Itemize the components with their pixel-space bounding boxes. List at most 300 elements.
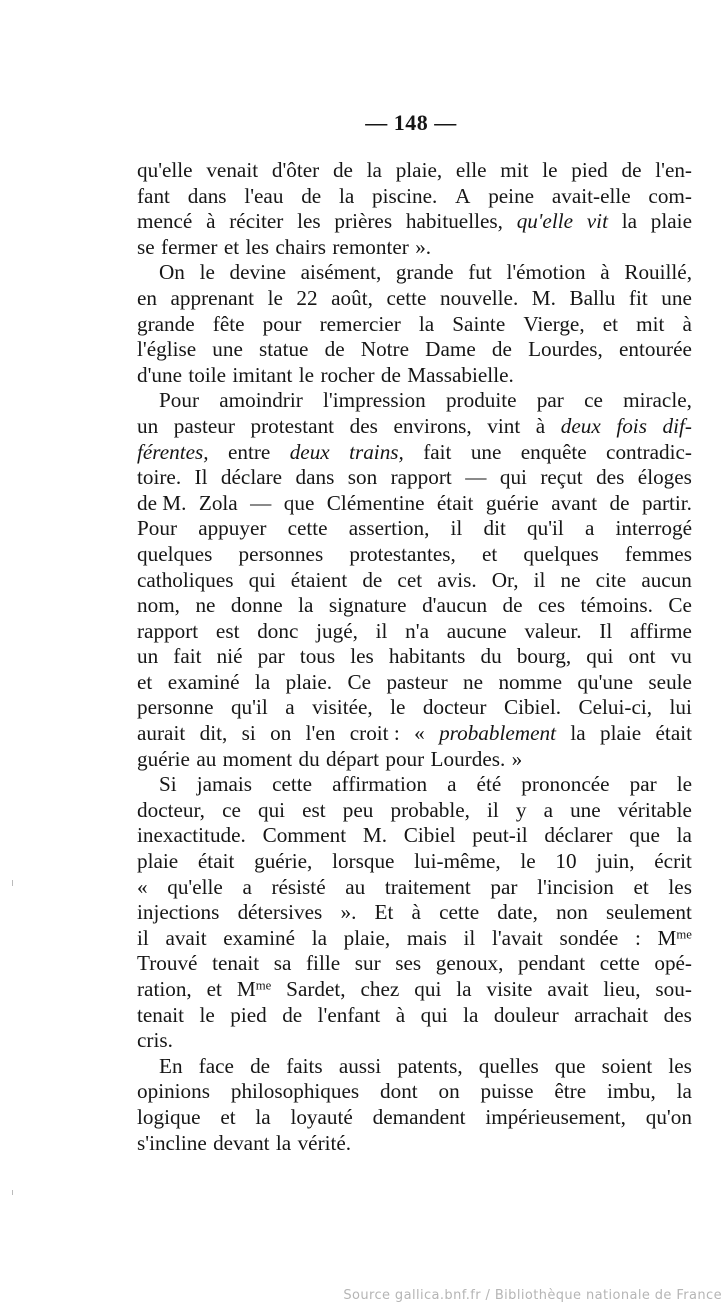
word: Cibiel.: [503, 695, 562, 720]
word: à: [600, 260, 610, 285]
word: a: [285, 695, 295, 720]
word: 22: [296, 285, 318, 310]
word: il: [533, 567, 546, 592]
word: réciter: [229, 209, 284, 234]
word: y: [515, 797, 527, 822]
word: probablement: [439, 721, 556, 746]
word: patents,: [397, 1053, 463, 1078]
word: par: [490, 874, 518, 899]
word: qu'il: [527, 516, 564, 541]
text-line: [137, 593, 692, 619]
word: qu'il: [230, 695, 268, 720]
text-line: [137, 1028, 692, 1054]
word: de M.: [137, 490, 187, 515]
word: ce: [584, 388, 603, 413]
word: pasteur: [173, 413, 235, 438]
word: les: [297, 209, 321, 234]
word: guérie: [137, 746, 190, 771]
word: par: [536, 388, 564, 413]
word: dans: [295, 465, 335, 490]
word: écrit: [654, 849, 692, 874]
word: femmes: [624, 541, 692, 566]
word: protestantes,: [349, 541, 456, 566]
source-credit: Source gallica.bnf.fr / Bibliothèque nationale de France: [343, 1288, 722, 1303]
word: sondée: [559, 925, 619, 950]
word: miracle,: [623, 388, 692, 413]
word: de: [502, 593, 523, 618]
word: donc: [257, 618, 299, 643]
word: qu'elle: [516, 209, 574, 234]
word: Comment: [262, 823, 347, 848]
word: que: [629, 823, 660, 848]
word: trains,: [349, 439, 404, 464]
word: l'en-: [655, 158, 692, 182]
word: fille: [306, 951, 341, 976]
word: lieu,: [603, 977, 641, 1001]
word: opé-: [654, 951, 692, 976]
word: de: [332, 158, 353, 182]
word: le: [542, 158, 558, 182]
word: la: [338, 183, 355, 208]
word: les: [350, 644, 374, 669]
word: était: [197, 849, 235, 874]
text-line: [137, 235, 692, 261]
word: de: [250, 1053, 271, 1078]
word: a: [543, 797, 553, 822]
word: aisément,: [300, 260, 382, 285]
word: détersives: [237, 900, 323, 925]
word: protestant: [250, 413, 335, 438]
word: 10: [555, 849, 577, 874]
word: soient: [601, 1053, 653, 1078]
word: partir.: [641, 490, 692, 515]
word: la: [275, 1130, 292, 1155]
word: «: [414, 721, 425, 746]
word: une: [661, 285, 692, 310]
word: Pour: [159, 388, 200, 413]
word: lorsque: [332, 849, 395, 874]
word: affirme: [629, 618, 692, 643]
word: Notre: [360, 337, 410, 362]
word: plaie.: [285, 669, 333, 694]
text-line: [137, 951, 692, 977]
word: son: [347, 465, 378, 490]
word: tenait: [137, 1002, 185, 1027]
text-line: [137, 1079, 692, 1105]
word: qui: [499, 465, 527, 490]
text-line: [137, 1131, 692, 1157]
text-line: [137, 1054, 692, 1080]
text-line: [137, 388, 692, 414]
word: ses: [395, 951, 422, 976]
text-line: [137, 209, 692, 235]
word: dif-: [662, 413, 692, 438]
word: du: [480, 644, 502, 669]
word: l'incision: [537, 874, 614, 899]
text-line: [137, 823, 692, 849]
text-line: [137, 184, 692, 210]
text-line: [137, 644, 692, 670]
word: quelles: [478, 1053, 539, 1078]
word: qui: [420, 1002, 448, 1027]
word: par: [629, 772, 657, 797]
word: fait: [173, 644, 202, 669]
word: il: [450, 516, 463, 541]
word: plaie,: [395, 158, 443, 182]
word: sa: [273, 951, 292, 976]
word: il: [137, 925, 149, 950]
word: »: [511, 746, 523, 771]
word: plaie: [650, 209, 692, 234]
word: août,: [331, 285, 373, 310]
word: seulement: [606, 900, 692, 925]
word: cette: [386, 285, 427, 310]
text-line: [137, 158, 692, 184]
word: du: [298, 746, 320, 771]
word: plaie,: [343, 925, 391, 950]
word: qu'une: [577, 669, 634, 694]
word: cette: [272, 772, 313, 797]
word: $M^{me}$: [657, 925, 692, 950]
word: examiné: [167, 669, 240, 694]
text-line: [137, 568, 692, 594]
word: été: [476, 772, 502, 797]
word: prononcée: [521, 772, 610, 797]
word: seule: [648, 669, 692, 694]
word: opinions: [137, 1079, 210, 1104]
word: rapport: [137, 618, 199, 643]
word: à: [395, 1002, 406, 1027]
word: venait: [206, 158, 259, 182]
word: traitement: [384, 874, 471, 899]
word: la: [255, 1104, 271, 1129]
word: avait: [547, 977, 589, 1001]
word: appuyer: [198, 516, 267, 541]
word: des: [349, 413, 378, 438]
word: départ: [326, 746, 379, 771]
word: imbu,: [606, 1079, 656, 1104]
text-line: [137, 286, 692, 312]
word: un: [137, 413, 159, 438]
word: n'a: [405, 618, 429, 643]
word: les: [668, 874, 692, 899]
word: injections: [137, 900, 220, 925]
word: on: [270, 721, 292, 746]
word: Il: [599, 618, 613, 643]
word: interrogé: [615, 516, 692, 541]
word: ne: [195, 593, 216, 618]
margin-mark: [12, 880, 13, 886]
word: que: [554, 1053, 586, 1078]
word: devant: [213, 1130, 270, 1155]
word: la: [463, 1002, 479, 1027]
word: la: [456, 977, 472, 1001]
word: douleur: [493, 1002, 559, 1027]
word: et: [206, 977, 222, 1001]
word: face: [198, 1053, 234, 1078]
word: un: [137, 644, 159, 669]
word: Ce: [668, 593, 692, 618]
word: l'église: [137, 337, 197, 362]
text-line: [137, 670, 692, 696]
text-line: [137, 798, 692, 824]
word: si: [241, 721, 256, 746]
word: fut: [468, 260, 492, 285]
word: vu: [670, 644, 692, 669]
word: mencé: [137, 209, 193, 234]
word: la: [311, 925, 328, 950]
word: Pour: [137, 516, 178, 541]
word: étaient: [290, 567, 348, 592]
word: croit :: [349, 721, 400, 746]
text-line: [137, 491, 692, 517]
word: témoins.: [580, 593, 653, 618]
word: remercier: [319, 311, 401, 336]
word: le: [298, 362, 315, 387]
word: mais: [406, 925, 447, 950]
word: la: [621, 209, 638, 234]
word: genoux,: [435, 951, 504, 976]
word: Lourdes,: [528, 337, 603, 362]
word: chez: [360, 977, 400, 1001]
word: elle: [455, 158, 487, 182]
word: qui: [414, 977, 442, 1001]
word: signature: [328, 593, 407, 618]
body-text: [137, 158, 692, 1156]
word: reçut: [540, 465, 583, 490]
word: férentes,: [137, 439, 209, 464]
word: toile: [188, 362, 227, 387]
word: $M^{me}$: [236, 977, 272, 1001]
word: au: [196, 746, 217, 771]
word: contradic-: [606, 439, 692, 464]
word: les: [245, 234, 270, 259]
word: grande: [395, 260, 454, 285]
word: impérieusement,: [485, 1104, 626, 1129]
word: fermer: [161, 234, 218, 259]
word: était: [436, 490, 474, 515]
word: Dame: [425, 337, 476, 362]
word: Sardet,: [286, 977, 346, 1001]
word: M.: [362, 823, 388, 848]
word: nouvelle.: [439, 285, 519, 310]
word: et: [481, 541, 498, 566]
text-line: [137, 900, 692, 926]
page-number: — 148 —: [365, 110, 457, 135]
word: pied: [571, 158, 608, 182]
word: des: [663, 1002, 692, 1027]
word: avant: [551, 490, 598, 515]
word: l'impression: [323, 388, 426, 413]
word: com-: [648, 183, 692, 208]
word: déclarer: [544, 823, 613, 848]
word: plaie: [137, 849, 179, 874]
word: plaie: [599, 721, 642, 746]
word: :: [634, 925, 641, 950]
word: non: [556, 900, 588, 925]
word: produite: [445, 388, 517, 413]
word: véritable: [617, 797, 692, 822]
word: qu'elle: [137, 158, 193, 182]
word: des: [596, 465, 625, 490]
word: Zola: [198, 490, 238, 515]
text-line: [137, 1105, 692, 1131]
word: a: [584, 516, 595, 541]
word: Trouvé: [137, 951, 198, 976]
text-line: [137, 721, 692, 747]
word: deux: [560, 413, 601, 438]
word: la: [676, 823, 692, 848]
word: aucune: [446, 618, 507, 643]
word: juin,: [596, 849, 635, 874]
word: et: [137, 669, 153, 694]
word: la: [254, 669, 271, 694]
word: tous: [299, 644, 336, 669]
text-line: [137, 337, 692, 363]
word: rapport: [390, 465, 452, 490]
word: Vierge,: [523, 311, 585, 336]
word: l'enfant: [317, 1002, 381, 1027]
word: Ce: [347, 669, 372, 694]
word: déclare: [220, 465, 283, 490]
word: les: [668, 1053, 692, 1078]
word: ».: [340, 900, 357, 925]
word: et: [633, 874, 649, 899]
text-line: [137, 312, 692, 338]
word: fait: [423, 439, 452, 464]
word: de: [282, 1002, 303, 1027]
word: ».: [415, 234, 432, 259]
word: tenait: [212, 951, 260, 976]
word: à: [411, 900, 421, 925]
word: apprenant: [170, 285, 255, 310]
word: à: [682, 311, 692, 336]
word: qui: [257, 797, 286, 822]
word: pendant: [518, 951, 586, 976]
word: rocher: [320, 362, 375, 387]
word: entre: [227, 439, 271, 464]
word: le: [199, 260, 215, 285]
word: On: [159, 260, 185, 285]
word: quelques: [137, 541, 213, 566]
word: catholiques: [137, 567, 234, 592]
word: l'eau: [244, 183, 284, 208]
word: le: [676, 772, 692, 797]
word: vit: [586, 209, 608, 234]
word: de: [301, 183, 322, 208]
text-line: [137, 465, 692, 491]
word: imitant: [232, 362, 293, 387]
word: Lourdes.: [430, 746, 506, 771]
word: d'une: [137, 362, 183, 387]
word: affirmation: [332, 772, 428, 797]
word: Rouillé,: [624, 260, 692, 285]
word: ration,: [137, 977, 192, 1001]
word: est: [302, 797, 326, 822]
word: ce: [222, 797, 241, 822]
text-line: [137, 695, 692, 721]
word: dont: [380, 1079, 418, 1104]
word: jamais: [196, 772, 253, 797]
word: la: [418, 311, 435, 336]
word: à: [535, 413, 546, 438]
word: mit: [636, 311, 665, 336]
word: toire.: [137, 465, 182, 490]
word: il: [487, 797, 499, 822]
word: pasteur: [386, 669, 448, 694]
word: visitée,: [312, 695, 373, 720]
text-line: [137, 363, 692, 389]
word: fête: [212, 311, 245, 336]
word: il: [463, 925, 476, 950]
word: avis.: [437, 567, 477, 592]
word: fant: [137, 183, 170, 208]
word: le: [199, 1002, 215, 1027]
word: dit,: [199, 721, 228, 746]
word: qui: [586, 644, 614, 669]
word: nom,: [137, 593, 180, 618]
word: avait: [165, 925, 207, 950]
word: le: [520, 849, 536, 874]
word: A: [455, 183, 471, 208]
word: de: [609, 490, 630, 515]
word: examiné: [223, 925, 296, 950]
text-line: [137, 875, 692, 901]
word: en: [137, 285, 157, 310]
word: En: [159, 1053, 183, 1078]
word: le: [390, 695, 406, 720]
text-line: [137, 747, 692, 773]
word: pour: [262, 311, 302, 336]
word: pied: [230, 1002, 267, 1027]
word: vint: [487, 413, 521, 438]
word: l'en: [305, 721, 336, 746]
word: on: [438, 1079, 460, 1104]
word: cris.: [137, 1028, 173, 1053]
word: grande: [137, 311, 195, 336]
word: de: [621, 158, 642, 182]
word: docteur,: [137, 797, 205, 822]
word: qu'on: [645, 1104, 692, 1129]
text-line: [137, 926, 692, 952]
word: M.: [531, 285, 556, 310]
word: piscine.: [372, 183, 438, 208]
word: loyauté: [290, 1104, 353, 1129]
word: lui-même,: [414, 849, 501, 874]
word: par: [257, 644, 285, 669]
word: a: [447, 772, 457, 797]
word: cette: [599, 951, 640, 976]
word: au: [345, 874, 366, 899]
word: fit: [628, 285, 648, 310]
word: Or,: [491, 567, 519, 592]
word: cet: [397, 567, 423, 592]
word: bourg,: [516, 644, 572, 669]
word: l'avait: [491, 925, 543, 950]
word: et: [602, 311, 619, 336]
word: sur: [354, 951, 381, 976]
word: avait-elle: [551, 183, 631, 208]
text-line: [137, 542, 692, 568]
word: de: [324, 337, 345, 362]
word: entourée: [618, 337, 692, 362]
word: prières: [334, 209, 393, 234]
word: pour: [385, 746, 425, 771]
word: nomme: [498, 669, 562, 694]
word: éloges: [637, 465, 692, 490]
word: une: [570, 797, 601, 822]
word: deux: [289, 439, 330, 464]
